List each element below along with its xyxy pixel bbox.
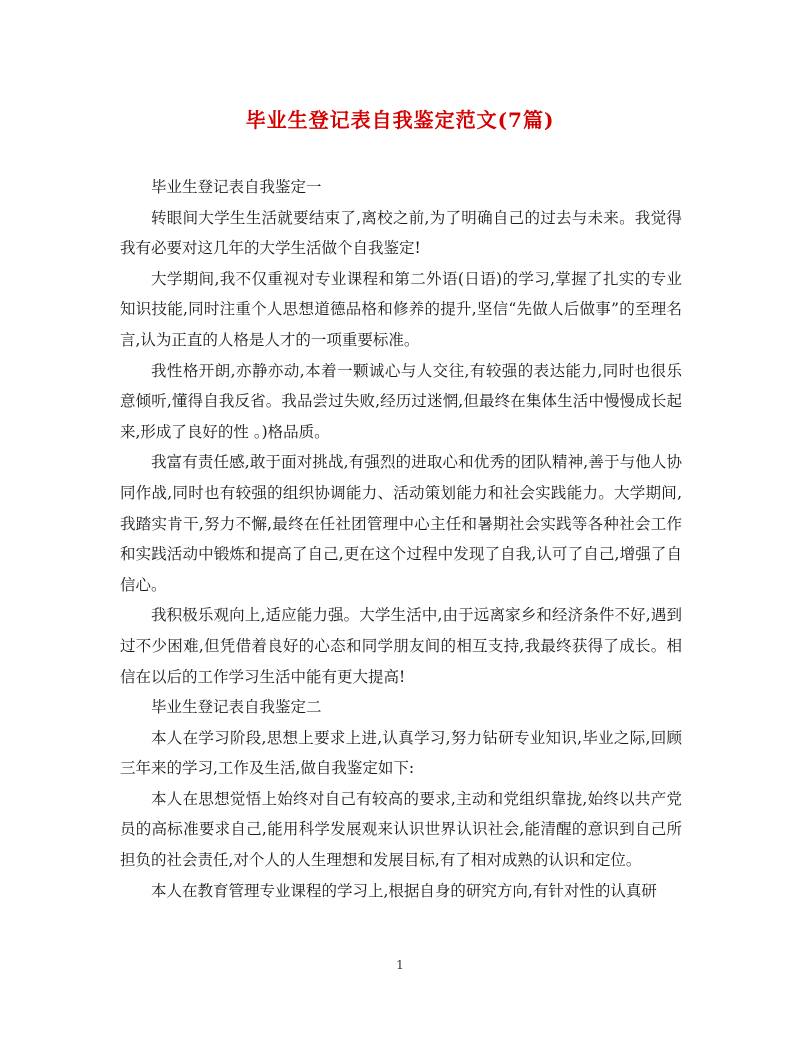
paragraph: 转眼间大学生生活就要结束了,离校之前,为了明确自己的过去与未来。我觉得我有必要对这几年的大学生活做个自我鉴定! <box>120 208 682 258</box>
document-body <box>120 172 682 906</box>
paragraph: 我性格开朗,亦静亦动,本着一颗诚心与人交往,有较强的表达能力,同时也很乐意倾听,懂得自我反省。我品尝过失败,经历过迷惘,但最终在集体生活中慢慢成长起来,形成了良好的性 。)格品质。 <box>120 361 682 441</box>
document-title: 毕业生登记表自我鉴定范文(7篇) <box>245 108 555 132</box>
paragraph: 我积极乐观向上,适应能力强。大学生活中,由于远离家乡和经济条件不好,遇到过不少困难,但凭借着良好的心态和同学朋友间的相互支持,我最终获得了成长。相信在以后的工作学习生活中能有更大提高! <box>120 606 682 686</box>
section-heading-1: 毕业生登记表自我鉴定一 <box>151 178 322 196</box>
section-heading-2: 毕业生登记表自我鉴定二 <box>151 698 322 717</box>
paragraph: 本人在学习阶段,思想上要求上进,认真学习,努力钻研专业知识,毕业之际,回顾三年来的学习,工作及生活,做自我鉴定如下: <box>120 728 682 778</box>
paragraph: 本人在思想觉悟上始终对自己有较高的要求,主动和党组织靠拢,始终以共产党员的高标准要求自己,能用科学发展观来认识世界认识社会,能清醒的意识到自己所担负的社会责任,对个人的人生理想和发展目标,有了相对成熟的认识和定位。 <box>120 789 682 870</box>
paragraph: 大学期间,我不仅重视对专业课程和第二外语(日语)的学习,掌握了扎实的专业知识技能,同时注重个人思想道德品格和修养的提升,坚信“先做人后做事”的至理名言,认为正直的人格是人才的一项重要标准。 <box>120 269 682 349</box>
page-number: 1 <box>396 958 404 972</box>
paragraph: 我富有责任感,敢于面对挑战,有强烈的进取心和优秀的团队精神,善于与他人协同作战,同时也有较强的组织协调能力、活动策划能力和社会实践能力。大学期间,我踏实肯干,努力不懈,最终在任社团管理中心主任和暑期社会实践等各种社会工作和实践活动中锻炼和提高了自己,更在这个过程中发现了自我,认可了自己,增强了自信心。 <box>120 453 682 594</box>
paragraph: 本人在教育管理专业课程的学习上,根据自身的研究方向,有针对性的认真研 <box>151 881 657 900</box>
